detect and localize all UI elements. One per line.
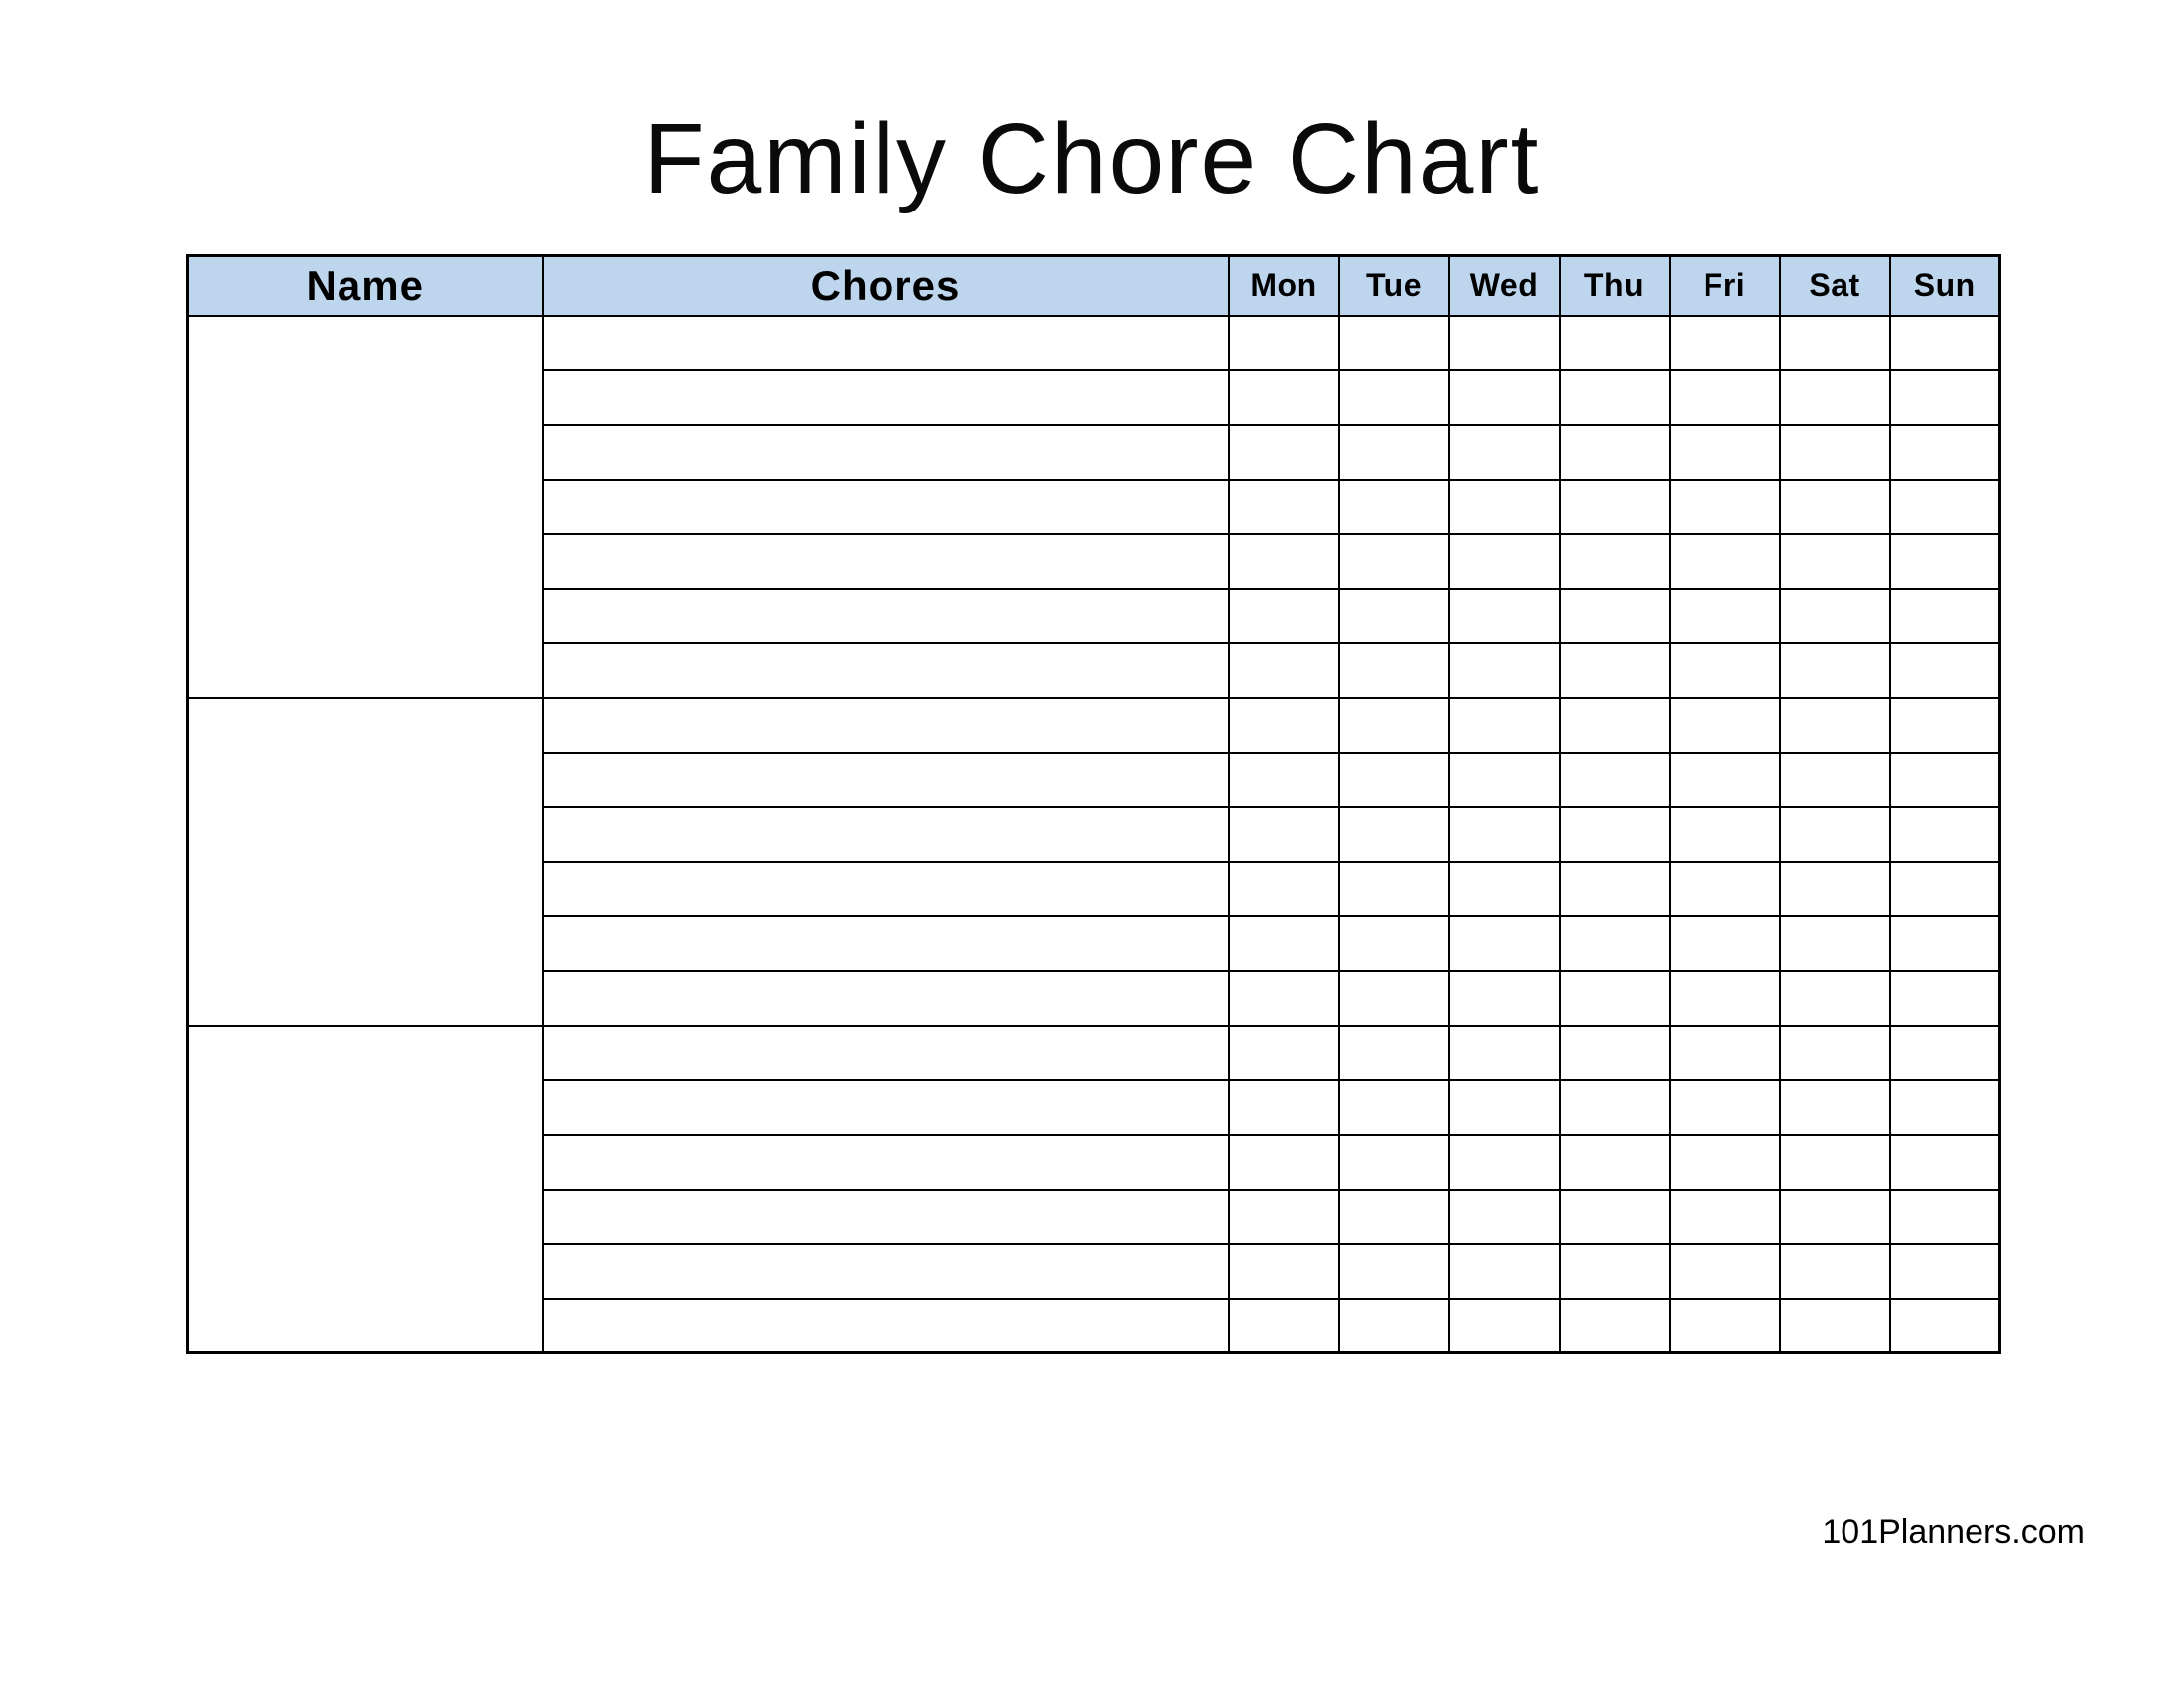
day-cell-tue	[1339, 1026, 1449, 1080]
day-cell-mon	[1229, 316, 1339, 370]
day-cell-sun	[1890, 753, 2000, 807]
day-cell-tue	[1339, 643, 1449, 698]
day-cell-sat	[1780, 916, 1890, 971]
day-cell-wed	[1449, 753, 1560, 807]
day-cell-wed	[1449, 643, 1560, 698]
day-header-fri: Fri	[1670, 256, 1780, 316]
day-cell-thu	[1560, 643, 1670, 698]
day-cell-tue	[1339, 1299, 1449, 1353]
chore-cell	[543, 1299, 1229, 1353]
day-cell-tue	[1339, 807, 1449, 862]
day-cell-wed	[1449, 807, 1560, 862]
header-row	[188, 256, 2000, 316]
day-cell-fri	[1670, 425, 1780, 480]
day-header-thu: Thu	[1560, 256, 1670, 316]
day-cell-fri	[1670, 1135, 1780, 1190]
day-cell-thu	[1560, 1190, 1670, 1244]
day-cell-thu	[1560, 1135, 1670, 1190]
chore-cell	[543, 316, 1229, 370]
day-cell-wed	[1449, 534, 1560, 589]
day-cell-mon	[1229, 916, 1339, 971]
day-cell-mon	[1229, 1135, 1339, 1190]
day-cell-thu	[1560, 589, 1670, 643]
day-cell-fri	[1670, 1026, 1780, 1080]
day-cell-mon	[1229, 1190, 1339, 1244]
chores-column-header: Chores	[543, 256, 1229, 316]
day-cell-wed	[1449, 425, 1560, 480]
day-cell-sun	[1890, 534, 2000, 589]
day-cell-sat	[1780, 753, 1890, 807]
day-header-sat: Sat	[1780, 256, 1890, 316]
name-cell-section-3	[188, 1026, 543, 1353]
day-cell-sun	[1890, 1244, 2000, 1299]
day-cell-sat	[1780, 589, 1890, 643]
day-cell-fri	[1670, 643, 1780, 698]
chore-cell	[543, 698, 1229, 753]
day-cell-wed	[1449, 316, 1560, 370]
day-cell-fri	[1670, 480, 1780, 534]
day-cell-sat	[1780, 1135, 1890, 1190]
day-cell-fri	[1670, 1299, 1780, 1353]
day-cell-thu	[1560, 1244, 1670, 1299]
day-cell-tue	[1339, 316, 1449, 370]
day-cell-wed	[1449, 1135, 1560, 1190]
day-cell-fri	[1670, 316, 1780, 370]
day-cell-thu	[1560, 698, 1670, 753]
day-cell-fri	[1670, 534, 1780, 589]
day-cell-sun	[1890, 1026, 2000, 1080]
day-cell-sun	[1890, 698, 2000, 753]
chore-cell	[543, 1190, 1229, 1244]
day-header-wed: Wed	[1449, 256, 1560, 316]
day-cell-mon	[1229, 971, 1339, 1026]
chore-cell	[543, 480, 1229, 534]
day-cell-mon	[1229, 753, 1339, 807]
day-cell-tue	[1339, 480, 1449, 534]
day-cell-thu	[1560, 1080, 1670, 1135]
chore-cell	[543, 1135, 1229, 1190]
day-cell-sun	[1890, 589, 2000, 643]
day-cell-wed	[1449, 370, 1560, 425]
day-cell-sun	[1890, 370, 2000, 425]
day-cell-wed	[1449, 971, 1560, 1026]
day-cell-wed	[1449, 698, 1560, 753]
day-cell-tue	[1339, 1080, 1449, 1135]
day-cell-thu	[1560, 971, 1670, 1026]
chore-cell	[543, 1244, 1229, 1299]
day-cell-tue	[1339, 916, 1449, 971]
footer-site-text: 101Planners.com	[1822, 1513, 2085, 1551]
day-cell-sun	[1890, 1299, 2000, 1353]
day-cell-thu	[1560, 1299, 1670, 1353]
day-cell-fri	[1670, 753, 1780, 807]
day-cell-sat	[1780, 1299, 1890, 1353]
day-cell-fri	[1670, 1080, 1780, 1135]
day-cell-sat	[1780, 971, 1890, 1026]
day-cell-tue	[1339, 698, 1449, 753]
day-cell-sat	[1780, 480, 1890, 534]
day-cell-tue	[1339, 1244, 1449, 1299]
section-1-row	[188, 316, 2000, 370]
day-cell-wed	[1449, 589, 1560, 643]
day-cell-sun	[1890, 916, 2000, 971]
day-cell-fri	[1670, 589, 1780, 643]
day-cell-tue	[1339, 1135, 1449, 1190]
day-cell-sat	[1780, 807, 1890, 862]
day-cell-mon	[1229, 1299, 1339, 1353]
day-cell-mon	[1229, 643, 1339, 698]
name-cell-section-2	[188, 698, 543, 1026]
day-cell-fri	[1670, 370, 1780, 425]
chart-table-body	[188, 316, 2000, 1353]
chore-cell	[543, 1026, 1229, 1080]
day-header-mon: Mon	[1229, 256, 1339, 316]
day-cell-thu	[1560, 316, 1670, 370]
day-cell-sat	[1780, 534, 1890, 589]
day-cell-sun	[1890, 643, 2000, 698]
day-cell-fri	[1670, 916, 1780, 971]
day-cell-fri	[1670, 1190, 1780, 1244]
day-cell-wed	[1449, 1244, 1560, 1299]
day-cell-tue	[1339, 370, 1449, 425]
day-cell-thu	[1560, 753, 1670, 807]
day-cell-mon	[1229, 589, 1339, 643]
day-cell-thu	[1560, 916, 1670, 971]
day-cell-tue	[1339, 534, 1449, 589]
day-cell-tue	[1339, 862, 1449, 916]
day-cell-sun	[1890, 971, 2000, 1026]
day-cell-mon	[1229, 425, 1339, 480]
day-cell-wed	[1449, 1080, 1560, 1135]
day-cell-thu	[1560, 480, 1670, 534]
day-cell-thu	[1560, 425, 1670, 480]
name-column-header: Name	[188, 256, 543, 316]
name-cell-section-1	[188, 316, 543, 698]
chore-cell	[543, 370, 1229, 425]
day-cell-thu	[1560, 1026, 1670, 1080]
day-cell-mon	[1229, 807, 1339, 862]
day-cell-sun	[1890, 807, 2000, 862]
day-cell-sun	[1890, 480, 2000, 534]
chore-cell	[543, 753, 1229, 807]
chore-cell	[543, 534, 1229, 589]
day-cell-sat	[1780, 862, 1890, 916]
day-cell-tue	[1339, 1190, 1449, 1244]
day-cell-wed	[1449, 862, 1560, 916]
day-cell-thu	[1560, 534, 1670, 589]
day-cell-tue	[1339, 753, 1449, 807]
day-cell-sun	[1890, 316, 2000, 370]
chore-chart-table	[186, 254, 2001, 1354]
day-cell-thu	[1560, 370, 1670, 425]
chore-cell	[543, 589, 1229, 643]
day-cell-sun	[1890, 1080, 2000, 1135]
section-3-row	[188, 1026, 2000, 1080]
day-cell-sat	[1780, 1026, 1890, 1080]
day-cell-wed	[1449, 480, 1560, 534]
day-cell-sat	[1780, 370, 1890, 425]
day-cell-mon	[1229, 480, 1339, 534]
day-cell-sun	[1890, 862, 2000, 916]
chore-cell	[543, 425, 1229, 480]
day-cell-tue	[1339, 589, 1449, 643]
day-cell-tue	[1339, 425, 1449, 480]
day-cell-sat	[1780, 425, 1890, 480]
day-cell-fri	[1670, 971, 1780, 1026]
day-cell-mon	[1229, 862, 1339, 916]
day-cell-fri	[1670, 1244, 1780, 1299]
day-cell-sat	[1780, 1080, 1890, 1135]
chore-cell	[543, 971, 1229, 1026]
day-cell-wed	[1449, 1299, 1560, 1353]
chore-cell	[543, 916, 1229, 971]
page-title: Family Chore Chart	[643, 103, 1541, 214]
day-cell-wed	[1449, 1190, 1560, 1244]
table-header	[188, 256, 2000, 316]
chore-cell	[543, 807, 1229, 862]
day-header-sun: Sun	[1890, 256, 2000, 316]
section-2-row	[188, 698, 2000, 753]
day-cell-sat	[1780, 698, 1890, 753]
day-cell-tue	[1339, 971, 1449, 1026]
chore-cell	[543, 643, 1229, 698]
day-cell-mon	[1229, 370, 1339, 425]
day-cell-thu	[1560, 862, 1670, 916]
day-cell-mon	[1229, 534, 1339, 589]
day-cell-sun	[1890, 425, 2000, 480]
day-cell-sat	[1780, 316, 1890, 370]
day-cell-fri	[1670, 862, 1780, 916]
day-cell-wed	[1449, 1026, 1560, 1080]
day-cell-mon	[1229, 1080, 1339, 1135]
day-cell-sat	[1780, 1244, 1890, 1299]
day-cell-sat	[1780, 1190, 1890, 1244]
chore-cell	[543, 862, 1229, 916]
day-header-tue: Tue	[1339, 256, 1449, 316]
day-cell-sun	[1890, 1190, 2000, 1244]
day-cell-mon	[1229, 1026, 1339, 1080]
day-cell-mon	[1229, 1244, 1339, 1299]
day-cell-fri	[1670, 698, 1780, 753]
day-cell-sun	[1890, 1135, 2000, 1190]
chore-cell	[543, 1080, 1229, 1135]
day-cell-mon	[1229, 698, 1339, 753]
day-cell-thu	[1560, 807, 1670, 862]
day-cell-wed	[1449, 916, 1560, 971]
day-cell-sat	[1780, 643, 1890, 698]
day-cell-fri	[1670, 807, 1780, 862]
